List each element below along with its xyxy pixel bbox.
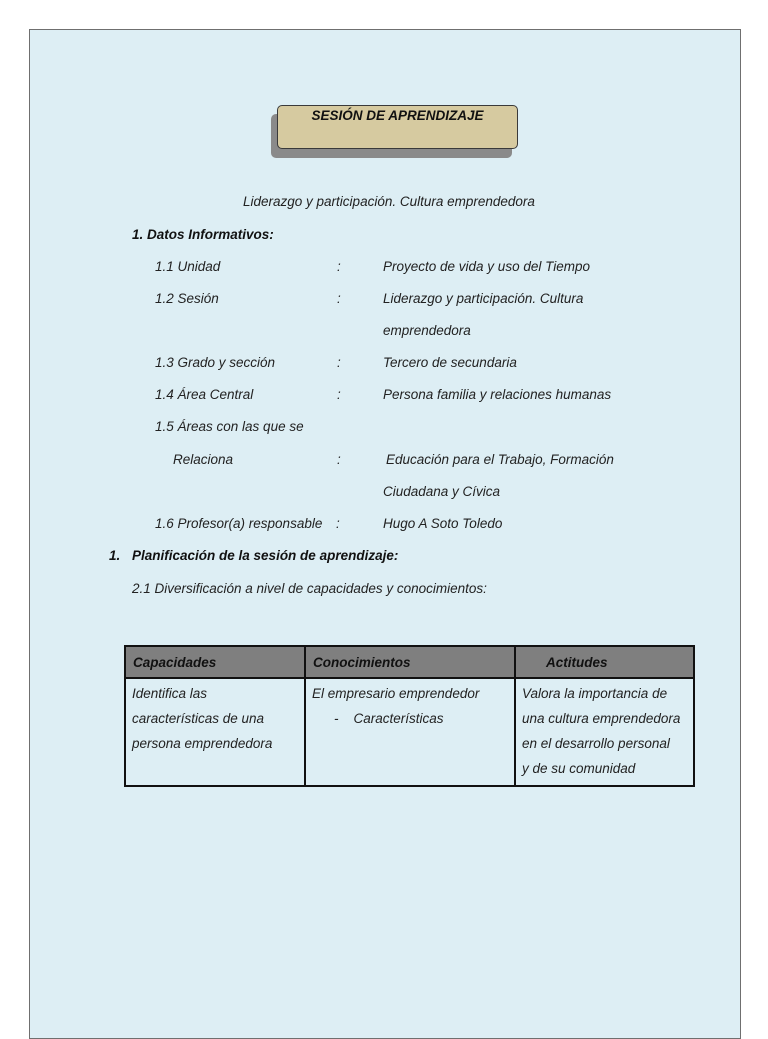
section2-subheading: 2.1 Diversificación a nivel de capacidades y conocimientos: — [132, 581, 487, 596]
info-value-profesor: Hugo A Soto Toledo — [383, 516, 503, 531]
table-cell-conocimientos — [305, 678, 515, 786]
title-box — [277, 105, 518, 149]
info-value-sesion: Liderazgo y participación. Cultura — [383, 291, 584, 306]
info-value-areas-relacion-cont: Ciudadana y Cívica — [383, 484, 501, 499]
cell-line: Valora la importancia de — [522, 686, 668, 701]
info-label-profesor: 1.6 Profesor(a) responsable — [155, 516, 323, 531]
info-label-relaciona: Relaciona — [173, 452, 234, 467]
table-row — [125, 678, 694, 786]
cell-line: y de su comunidad — [522, 761, 636, 776]
table-cell-capacidades — [125, 678, 305, 786]
info-value-sesion-cont: emprendedora — [383, 323, 471, 338]
cell-line: una cultura emprendedora — [522, 711, 681, 726]
info-label-grado: 1.3 Grado y sección — [155, 355, 276, 370]
document-page — [29, 29, 741, 1039]
info-separator: : — [337, 355, 341, 370]
capacities-table — [124, 645, 695, 787]
section2-heading: Planificación de la sesión de aprendizaje: — [132, 548, 399, 563]
info-label-areas-relacion: 1.5 Áreas con las que se — [155, 419, 304, 434]
cell-line: persona emprendedora — [132, 736, 273, 751]
info-separator: : — [337, 291, 341, 306]
info-value-grado: Tercero de secundaria — [383, 355, 517, 370]
table-header-actitudes: Actitudes — [515, 646, 694, 678]
table-header-capacidades: Capacidades — [125, 646, 305, 678]
info-separator: : — [337, 259, 341, 274]
cell-line: - Características — [334, 711, 444, 726]
section1-heading: 1. Datos Informativos: — [132, 227, 274, 242]
cell-line: El empresario emprendedor — [312, 686, 480, 701]
table-header-row — [125, 646, 694, 678]
info-label-unidad: 1.1 Unidad — [155, 259, 221, 274]
section2-heading-number: 1. — [109, 548, 121, 563]
document-title: SESIÓN DE APRENDIZAJE — [311, 108, 484, 123]
info-value-areas-relacion: Educación para el Trabajo, Formación — [386, 452, 614, 467]
session-subtitle: Liderazgo y participación. Cultura emprendedora — [243, 194, 535, 209]
info-label-area-central: 1.4 Área Central — [155, 387, 254, 402]
cell-line: características de una — [132, 711, 265, 726]
info-separator: : — [337, 452, 341, 467]
info-separator: : — [336, 516, 340, 531]
table-header-conocimientos: Conocimientos — [305, 646, 515, 678]
info-value-area-central: Persona familia y relaciones humanas — [383, 387, 612, 402]
info-separator: : — [337, 387, 341, 402]
cell-line: en el desarrollo personal — [522, 736, 670, 751]
table-cell-actitudes — [515, 678, 694, 786]
info-value-unidad: Proyecto de vida y uso del Tiempo — [383, 259, 590, 274]
info-label-sesion: 1.2 Sesión — [155, 291, 219, 306]
cell-line: Identifica las — [132, 686, 208, 701]
